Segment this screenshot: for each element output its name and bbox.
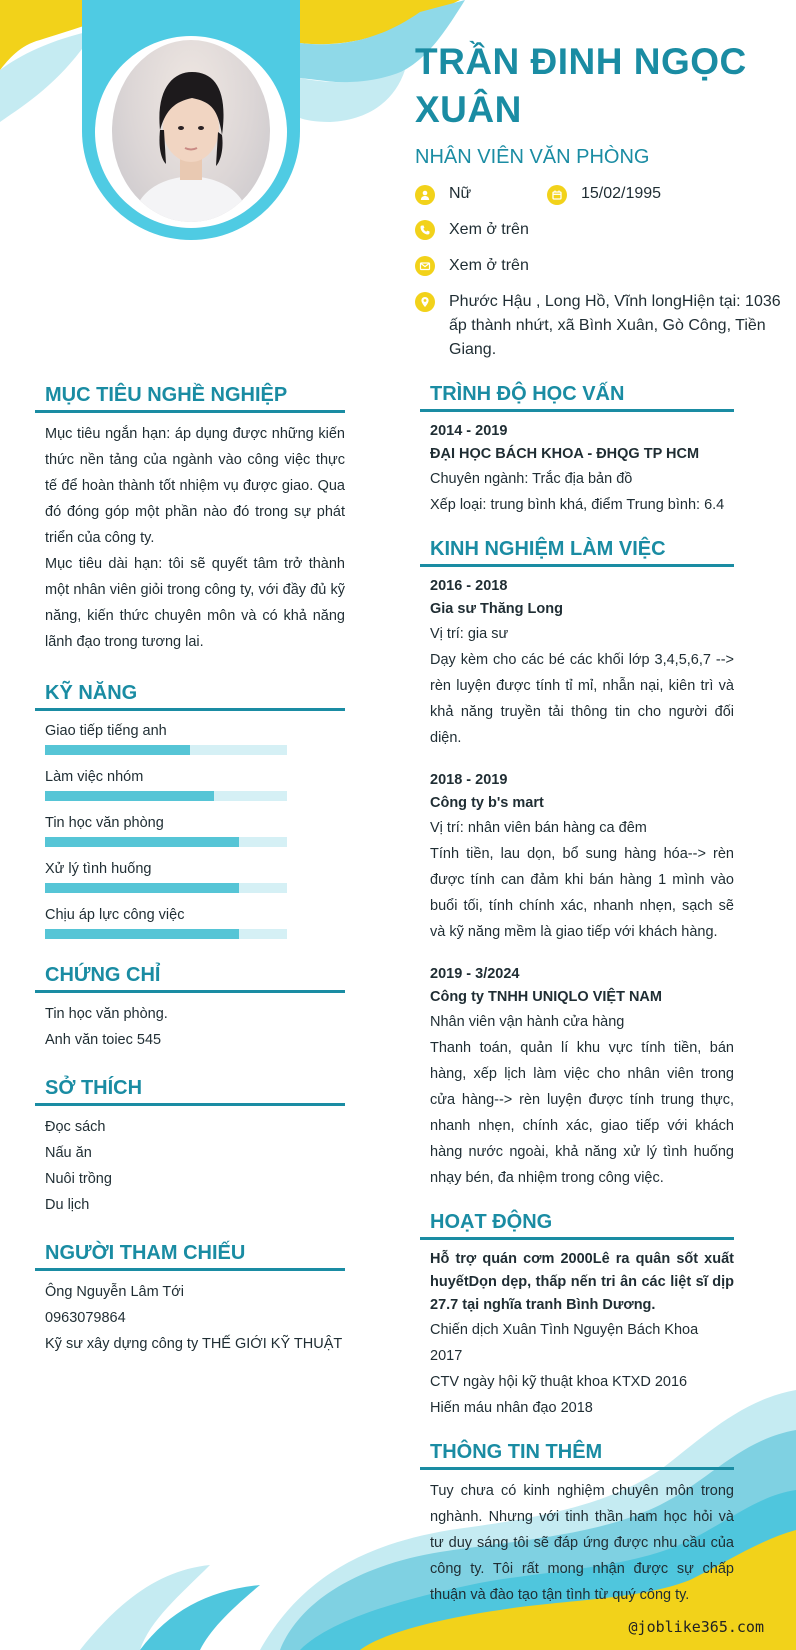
calendar-icon	[547, 185, 567, 205]
info-row-address	[415, 290, 785, 362]
info-row-phone	[415, 218, 785, 242]
experience-item	[430, 769, 734, 945]
candidate-name: TRẦN ĐINH NGỌC XUÂN	[415, 41, 747, 130]
info-row-email	[415, 254, 785, 278]
gender-block	[415, 182, 547, 206]
skill-name: Làm việc nhóm	[45, 769, 144, 785]
activity-item: Hiến máu nhân đạo 2018	[430, 1400, 593, 1416]
education-grade: Xếp loại: trung bình khá, điểm Trung bình: 6.4	[430, 497, 725, 513]
skill-bar	[45, 791, 287, 801]
section-title-hobbies: SỞ THÍCH	[35, 1077, 345, 1106]
skill-bar	[45, 883, 287, 893]
experience-company: Gia sư Thăng Long	[430, 601, 563, 617]
certificate-item: Tin học văn phòng.	[45, 1006, 168, 1022]
email-value: Xem ở trên	[449, 257, 529, 274]
education-school: ĐẠI HỌC BÁCH KHOA - ĐHQG TP HCM	[430, 446, 700, 462]
skill-bar	[45, 837, 287, 847]
watermark: @joblike365.com	[628, 1618, 764, 1636]
experience-description: Thanh toán, quản lí khu vực tính tiền, bán hàng, xếp lịch làm việc cho nhân viên trong cửa hàng--> rèn luyện được tính trung thực, nhanh nhẹn, chính xác, giao tiếp với khách hàng nước ngoài, khả năng xử lý tình huống nhạy bén, đa nhiệm trong công việc.	[430, 1040, 734, 1186]
experience-company: Công ty b's mart	[430, 795, 544, 811]
skill-bar-fill	[45, 837, 239, 847]
objective-long: Mục tiêu dài hạn: tôi sẽ quyết tâm trở thành một nhân viên giỏi trong công ty, với đầy đủ kỹ năng, kiến thức chuyên môn và có khả năng lãnh đạo trong tương lai.	[45, 556, 345, 650]
skill-name: Tin học văn phòng	[45, 815, 164, 831]
experience-description: Tính tiền, lau dọn, bổ sung hàng hóa--> rèn được tính can đảm khi bán hàng 1 mình vào buổi tối, tính chính xác, nhanh nhẹn, sạch sẽ và kỹ năng mềm là giao tiếp với khách hàng.	[430, 846, 734, 940]
experience-item	[430, 575, 734, 751]
activity-headline: Hỗ trợ quán cơm 2000Lê ra quân sốt xuất huyếtDọn dẹp, thấp nến tri ân các liệt sĩ dịp 27.7 tại nghĩa tranh Bình Dương.	[430, 1251, 734, 1313]
skill-bar-fill	[45, 883, 239, 893]
dob-block	[547, 182, 661, 206]
mail-icon	[415, 256, 435, 276]
experience-position: Vị trí: gia sư	[430, 626, 509, 642]
hobbies-section	[45, 1077, 345, 1218]
phone-icon	[415, 220, 435, 240]
hobby-item: Đọc sách	[45, 1119, 106, 1135]
dob-value: 15/02/1995	[581, 185, 662, 202]
experience-period: 2019 - 3/2024	[430, 966, 520, 982]
skill-bar-fill	[45, 745, 190, 755]
skill-item	[45, 813, 345, 847]
candidate-title: NHÂN VIÊN VĂN PHÒNG	[415, 146, 650, 168]
info-row-gender-dob	[415, 182, 785, 206]
education-section	[430, 383, 734, 518]
section-title-additional: THÔNG TIN THÊM	[420, 1441, 734, 1470]
section-title-objective: MỤC TIÊU NGHỀ NGHIỆP	[35, 384, 345, 413]
skills-section	[45, 682, 345, 939]
gender-value: Nữ	[449, 185, 472, 202]
user-icon	[415, 185, 435, 205]
hobby-item: Nuôi trồng	[45, 1171, 112, 1187]
additional-info-text: Tuy chưa có kinh nghiệm chuyên môn trong nghành. Nhưng với tinh thần ham học hỏi và tư duy sáng tôi sẽ đáp ứng được nhu cầu của công ty. Tôi rất mong nhận được sự chấp thuận và đào tạo tận tình từ quý công ty.	[430, 1483, 734, 1603]
skill-name: Chịu áp lực công việc	[45, 907, 185, 923]
left-column	[45, 384, 345, 1357]
profile-photo	[112, 40, 270, 222]
experience-company: Công ty TNHH UNIQLO VIỆT NAM	[430, 989, 662, 1005]
certificates-section	[45, 964, 345, 1053]
skill-name: Xử lý tình huống	[45, 861, 152, 877]
skill-item	[45, 905, 345, 939]
activity-item: Chiến dịch Xuân Tình Nguyện Bách Khoa 2017	[430, 1322, 699, 1364]
reference-position: Kỹ sư xây dựng công ty THẾ GIỚI KỸ THUẬT	[45, 1336, 343, 1352]
contact-info	[415, 182, 785, 374]
hobby-item: Nấu ăn	[45, 1145, 92, 1161]
skill-bar-fill	[45, 929, 239, 939]
right-column	[430, 383, 734, 1608]
activities-section	[430, 1211, 734, 1421]
skill-item	[45, 767, 345, 801]
skill-bar	[45, 745, 287, 755]
section-title-skills: KỸ NĂNG	[35, 682, 345, 711]
references-section	[45, 1242, 345, 1357]
skills-list	[45, 721, 345, 939]
section-title-education: TRÌNH ĐỘ HỌC VẤN	[420, 383, 734, 412]
experience-section	[430, 538, 734, 1191]
experience-position: Nhân viên vận hành cửa hàng	[430, 1014, 625, 1030]
address-value: Phước Hậu , Long Hồ, Vĩnh longHiện tại: 1036 ấp thành nhứt, xã Bình Xuân, Gò Công, Tiền Giang.	[449, 293, 781, 358]
experience-period: 2016 - 2018	[430, 578, 508, 594]
profile-header	[415, 38, 775, 169]
reference-name: Ông Nguyễn Lâm Tới	[45, 1284, 185, 1300]
additional-info-section	[430, 1441, 734, 1608]
career-objective-section	[45, 384, 345, 655]
education-period: 2014 - 2019	[430, 423, 508, 439]
skill-item	[45, 859, 345, 893]
section-title-activities: HOẠT ĐỘNG	[420, 1211, 734, 1240]
skill-name: Giao tiếp tiếng anh	[45, 723, 167, 739]
section-title-references: NGƯỜI THAM CHIẾU	[35, 1242, 345, 1271]
reference-phone: 0963079864	[45, 1310, 126, 1326]
skill-bar	[45, 929, 287, 939]
section-title-certificates: CHỨNG CHỈ	[35, 964, 345, 993]
location-icon	[415, 292, 435, 312]
experience-item	[430, 963, 734, 1191]
skill-bar-fill	[45, 791, 214, 801]
section-title-experience: KINH NGHIỆM LÀM VIỆC	[420, 538, 734, 567]
experience-period: 2018 - 2019	[430, 772, 508, 788]
experience-description: Dạy kèm cho các bé các khối lớp 3,4,5,6,7 --> rèn luyện được tính tỉ mỉ, nhẫn nại, kiên trì và khả năng truyền tải thông tin cho người đối diện.	[430, 652, 734, 746]
phone-value: Xem ở trên	[449, 221, 529, 238]
hobby-item: Du lịch	[45, 1197, 90, 1213]
objective-short: Mục tiêu ngắn hạn: áp dụng được những kiến thức nền tảng của ngành vào công việc thực tế để hoàn thành tốt nhiệm vụ được giao. Qua đó đóng góp một phần nào đó trong sự phát triển của công ty.	[45, 426, 345, 546]
experience-position: Vị trí: nhân viên bán hàng ca đêm	[430, 820, 647, 836]
skill-item	[45, 721, 345, 755]
certificate-item: Anh văn toiec 545	[45, 1032, 162, 1048]
activity-item: CTV ngày hội kỹ thuật khoa KTXD 2016	[430, 1374, 688, 1390]
education-major: Chuyên ngành: Trắc địa bản đồ	[430, 471, 633, 487]
